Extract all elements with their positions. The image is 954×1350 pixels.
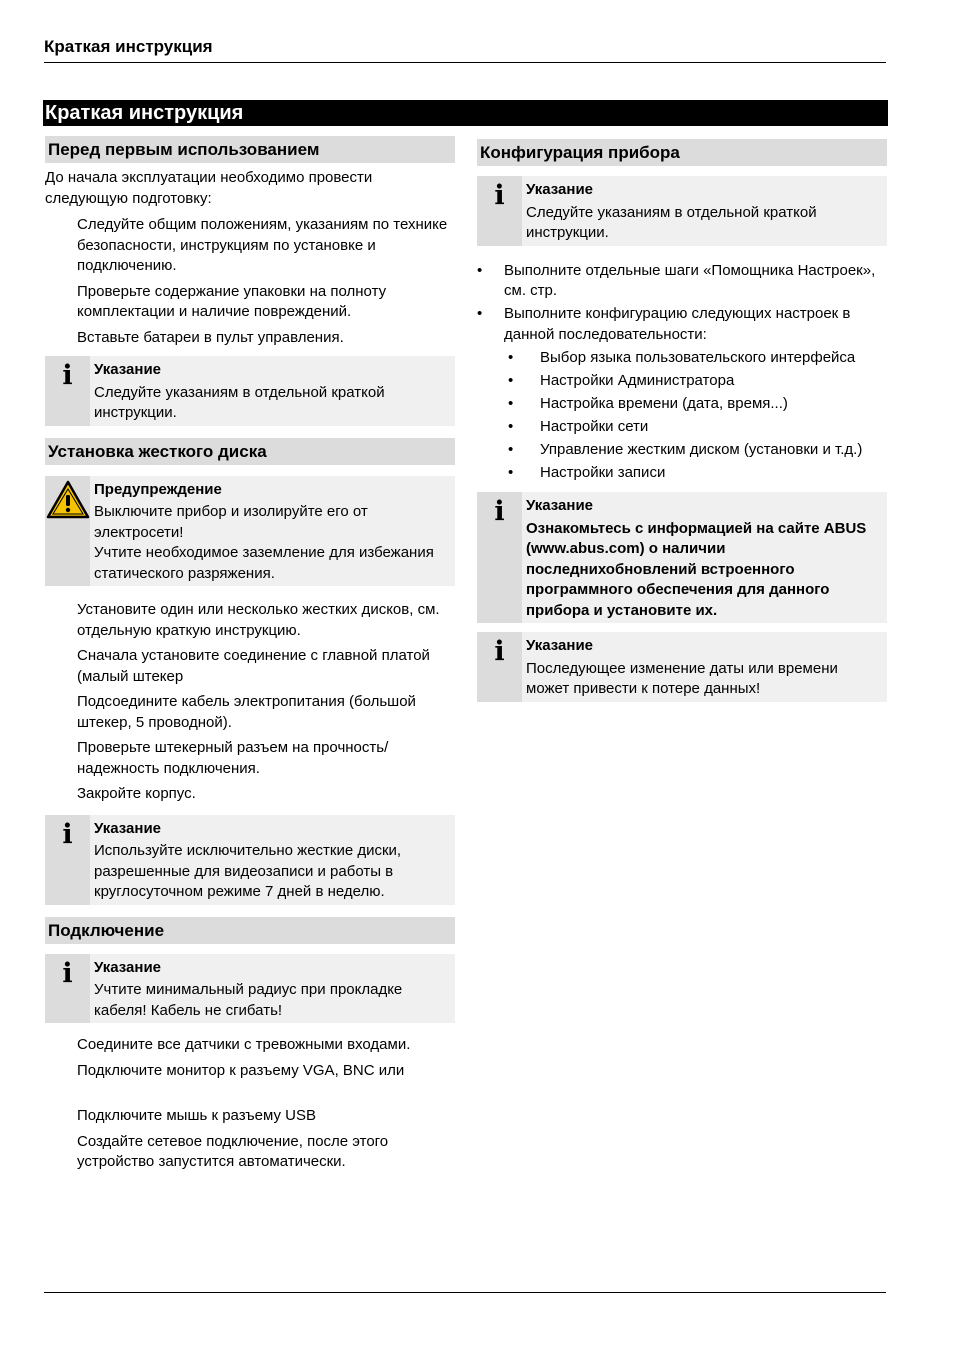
note-box	[45, 954, 455, 1024]
hdd-step: Закройте корпус.	[77, 785, 196, 802]
before-use-step: Проверьте содержание упаковки на полноту комплектации и наличие повреждений.	[77, 282, 387, 320]
note-text: Следуйте указаниям в отдельной краткой инструкции.	[526, 203, 817, 241]
note-text: Учтите минимальный радиус при прокладке кабеля! Кабель не сгибать!	[94, 981, 403, 1019]
info-icon: i	[62, 360, 73, 391]
note-text: Используйте исключительно жесткие диски, разрешенные для видеозаписи и работы в круглосуточном режиме 7 дней в неделю.	[94, 842, 402, 900]
config-settings-list	[504, 348, 887, 484]
info-icon: i	[494, 180, 505, 211]
footer-divider	[44, 1292, 886, 1293]
note-title: Указание	[526, 637, 594, 654]
list-item: • Выполните отдельные шаги «Помощника Настроек», см. стр.	[477, 261, 887, 302]
connection-step: Создайте сетевое подключение, после этого устройство запустится автоматически.	[77, 1132, 389, 1170]
warning-title: Предупреждение	[94, 480, 222, 498]
config-steps-list	[477, 261, 887, 346]
section-heading-connection: Подключение	[45, 917, 455, 944]
warning-triangle-icon	[46, 480, 90, 520]
warning-text: Выключите прибор и изолируйте его от электросети!	[94, 503, 368, 541]
sub-list-item: • Настройки Администратора	[504, 371, 887, 392]
note-text: Ознакомьтесь с информацией на сайте ABUS (www.abus.com) о наличии последнихобновлений встроенного программного обеспечения для данного прибора и установите их.	[526, 519, 867, 619]
before-use-intro: До начала эксплуатации необходимо провести следующую подготовку:	[45, 169, 373, 207]
connection-step: Подключите монитор к разъему VGA, BNC или	[77, 1061, 405, 1079]
note-title: Указание	[94, 819, 162, 837]
info-icon: i	[494, 496, 505, 527]
hdd-step: Подсоедините кабель электропитания (большой штекер, 5 проводной).	[77, 693, 416, 731]
hdd-step: Проверьте штекерный разъем на прочность/надежность подключения.	[77, 739, 389, 777]
right-column	[477, 139, 887, 702]
list-item-text: Выполните конфигурацию следующих настроек в данной последовательности:	[504, 305, 851, 343]
sub-list-item: • Управление жестким диском (установки и т.д.)	[504, 440, 887, 461]
sub-list-item: • Выбор языка пользовательского интерфейса	[504, 348, 887, 369]
note-box	[477, 176, 887, 246]
note-box	[45, 356, 455, 426]
note-box	[45, 815, 455, 905]
hdd-step: Сначала установите соединение с главной платой (малый штекер	[77, 647, 430, 685]
note-box	[477, 632, 887, 702]
info-icon: i	[62, 818, 73, 850]
before-use-step: Следуйте общим положениям, указаниям по технике безопасности, инструкциям по установке и подключению.	[77, 216, 448, 274]
page-title: Краткая инструкция	[43, 100, 888, 126]
note-text: Следуйте указаниям в отдельной краткой инструкции.	[94, 383, 385, 421]
section-heading-hdd: Установка жесткого диска	[45, 438, 455, 465]
left-column	[45, 136, 455, 1173]
section-heading-before-use: Перед первым использованием	[45, 136, 455, 163]
connection-step: Соедините все датчики с тревожными входами.	[77, 1036, 411, 1053]
warning-text: Учтите необходимое заземление для избежания статического разряжения.	[94, 544, 434, 582]
note-title: Указание	[94, 361, 162, 378]
connection-step: Подключите мышь к разъему USB	[77, 1107, 316, 1124]
note-title: Указание	[526, 181, 594, 198]
sub-list-item: • Настройки записи	[504, 463, 887, 484]
warning-box	[45, 476, 455, 587]
note-text: Последующее изменение даты или времени может привести к потере данных!	[526, 659, 838, 697]
note-box	[477, 492, 887, 623]
sub-list-item: • Настройка времени (дата, время...)	[504, 394, 887, 415]
info-icon: i	[62, 957, 73, 989]
list-item	[477, 304, 887, 345]
before-use-step: Вставьте батареи в пульт управления.	[77, 328, 344, 346]
sub-list-item: • Настройки сети	[504, 417, 887, 438]
hdd-step: Установите один или несколько жестких дисков, см. отдельную краткую инструкцию.	[77, 601, 440, 639]
running-header: Краткая инструкция	[44, 37, 213, 56]
note-title: Указание	[526, 497, 594, 514]
section-heading-config: Конфигурация прибора	[477, 139, 887, 166]
info-icon: i	[494, 636, 505, 667]
header-divider	[44, 62, 886, 63]
note-title: Указание	[94, 958, 162, 976]
